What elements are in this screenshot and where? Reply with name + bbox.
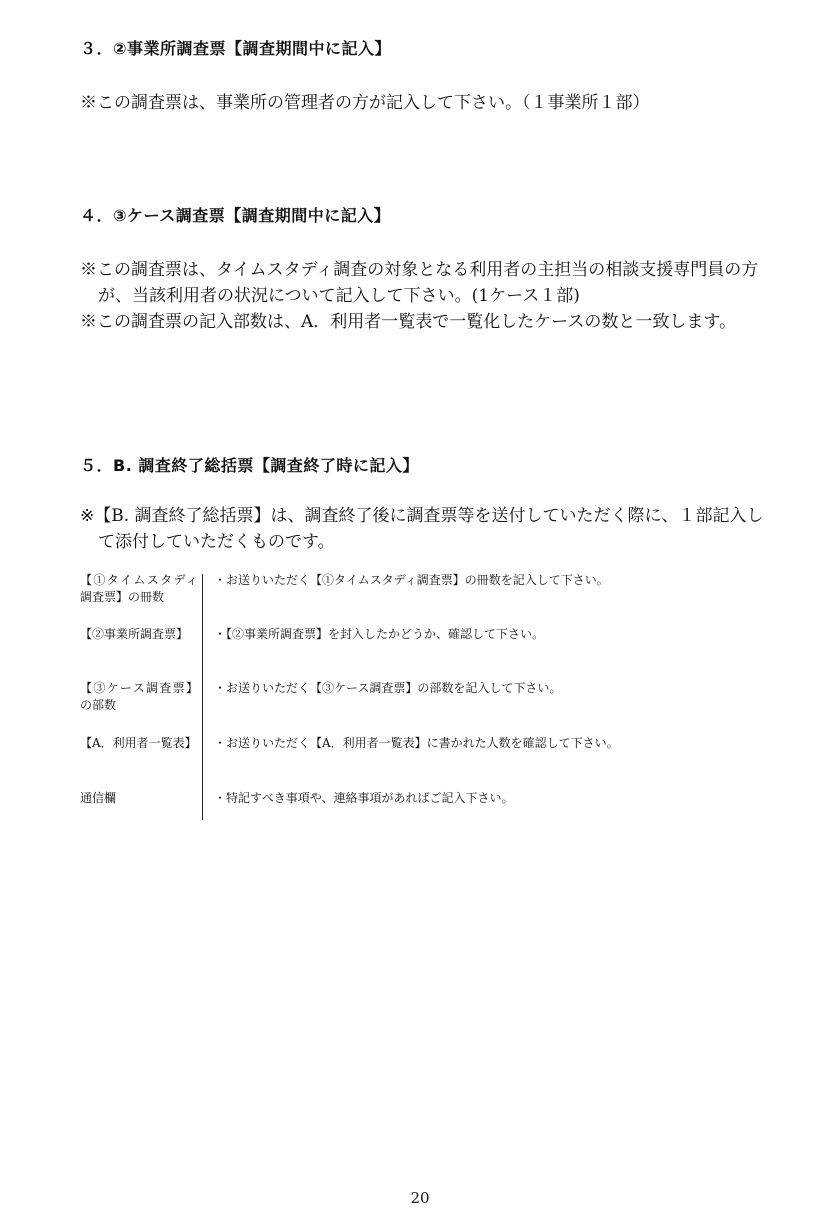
section-5-note-1: ※【B. 調査終了総括票】は、調査終了後に調査票等を送付していただく際に、１部記入して添付していただくものです。 <box>80 506 764 552</box>
row-description: ・お送りいただく【①タイムスタディ調査票】の冊数を記入して下さい。 <box>214 573 609 587</box>
section-4-heading: ４．③ケース調査票【調査期間中に記入】 <box>80 206 391 225</box>
row-description: ・【②事業所調査票】を封入したかどうか、確認して下さい。 <box>214 627 545 641</box>
section-5-heading: ５．B. 調査終了総括票【調査終了時に記入】 <box>80 456 419 475</box>
section-4-note-2: ※この調査票の記入部数は、A．利用者一覧表で一覧化したケースの数と一致します。 <box>80 312 737 332</box>
row-label: 【③ケース調査票】の部数 <box>80 681 198 712</box>
row-description: ・お送りいただく【A．利用者一覧表】に書かれた人数を確認して下さい。 <box>214 736 619 750</box>
section-5-notes <box>80 503 770 555</box>
row-description: ・お送りいただく【③ケース調査票】の部数を記入して下さい。 <box>214 681 562 695</box>
section-4-note-1: ※この調査票は、タイムスタディ調査の対象となる利用者の主担当の相談支援専門員の方が、当該利用者の状況について記入して下さい。(1ケース１部) <box>80 260 759 306</box>
page-number: 20 <box>410 1189 430 1207</box>
row-label: 【①タイムスタディ調査票】の冊数 <box>80 573 198 604</box>
row-label: 【②事業所調査票】 <box>80 627 189 641</box>
section-4-notes <box>80 257 770 335</box>
section-3-note-1: ※この調査票は、事業所の管理者の方が記入して下さい。（１事業所１部） <box>80 93 650 113</box>
summary-table <box>80 572 770 820</box>
section-3-heading: ３．②事業所調査票【調査期間中に記入】 <box>80 39 392 58</box>
row-description: ・特記すべき事項や、連絡事項があればご記入下さい。 <box>214 791 514 805</box>
row-label: 【A．利用者一覧表】 <box>80 736 197 750</box>
table-divider <box>202 574 203 820</box>
section-3-notes <box>80 90 770 116</box>
row-label: 通信欄 <box>80 791 117 805</box>
